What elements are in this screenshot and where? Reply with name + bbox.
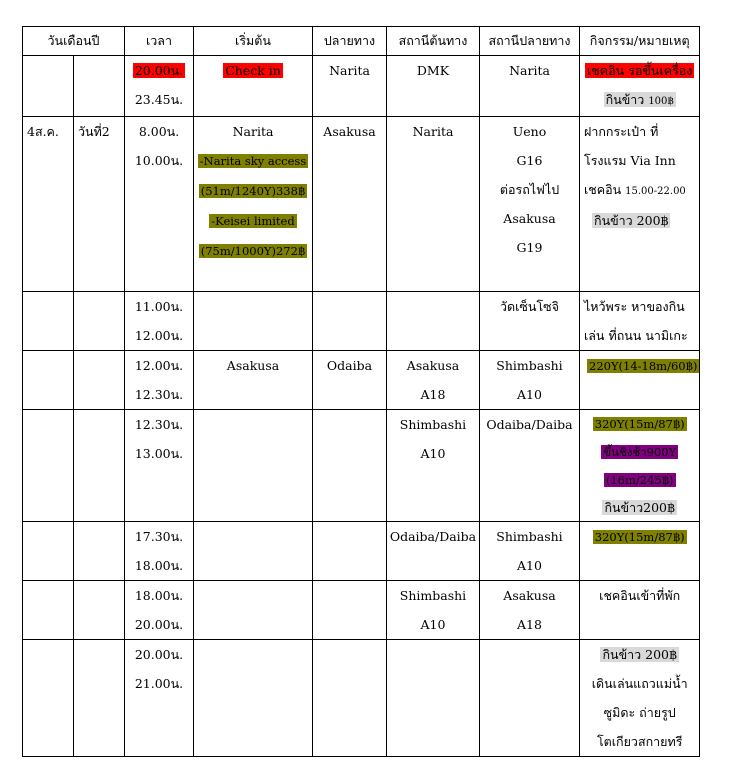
time-end: 21.00น. bbox=[134, 676, 184, 691]
header-time: เวลา bbox=[125, 27, 194, 56]
table-row bbox=[23, 640, 700, 757]
time-start: 11.00น. bbox=[134, 299, 184, 314]
origin-station-text: Shimbashi bbox=[399, 417, 467, 432]
origin-station-code: A10 bbox=[420, 617, 446, 632]
note-text: โรงแรม Via Inn bbox=[584, 153, 676, 168]
time-start: 8.00น. bbox=[138, 124, 180, 139]
route-price: (51m/1240Y)338฿ bbox=[200, 184, 306, 198]
destination-station-cell bbox=[480, 117, 580, 292]
date-cell bbox=[23, 292, 74, 351]
note-fare: 220Y(14-18m/60฿) bbox=[589, 359, 698, 373]
header-date: วันเดือนปี bbox=[23, 27, 125, 56]
note-text: โตเกียวสกายทรี bbox=[596, 734, 683, 749]
itinerary-table bbox=[22, 26, 700, 757]
note-text: เล่น ที่ถนน นามิเกะ bbox=[584, 328, 688, 343]
notes-cell bbox=[580, 351, 700, 410]
notes-cell bbox=[580, 410, 700, 522]
table-row bbox=[23, 522, 700, 581]
note-fare: 320Y(15m/87฿) bbox=[594, 530, 685, 544]
note-text: ฝากกระเป๋า ที่ bbox=[584, 124, 659, 139]
destination-station-cell bbox=[480, 56, 580, 117]
table-row bbox=[23, 410, 700, 522]
destination-cell bbox=[313, 117, 387, 292]
origin-station-cell bbox=[387, 581, 480, 640]
table-row bbox=[23, 581, 700, 640]
day-cell: วันที่2 bbox=[74, 117, 125, 292]
destination-cell bbox=[313, 292, 387, 351]
note-fare: 320Y(15m/87฿) bbox=[594, 417, 685, 431]
date-cell bbox=[23, 410, 74, 522]
origin-station-cell bbox=[387, 351, 480, 410]
time-cell bbox=[125, 410, 194, 522]
time-cell bbox=[125, 522, 194, 581]
date-cell bbox=[23, 581, 74, 640]
date-cell: 4ส.ค. bbox=[23, 117, 74, 292]
start-text: Check in bbox=[225, 63, 281, 78]
table-row bbox=[23, 292, 700, 351]
notes-cell bbox=[580, 522, 700, 581]
destination-station-text: Odaiba/Daiba bbox=[486, 417, 573, 432]
date-cell bbox=[23, 640, 74, 757]
notes-cell bbox=[580, 292, 700, 351]
day-cell bbox=[74, 292, 125, 351]
date-cell bbox=[23, 522, 74, 581]
origin-station-cell bbox=[387, 640, 480, 757]
header-row bbox=[23, 27, 700, 56]
start-cell bbox=[194, 292, 313, 351]
table-row bbox=[23, 56, 700, 117]
time-end: 20.00น. bbox=[134, 617, 184, 632]
destination-station-code: G19 bbox=[516, 240, 543, 255]
time-start: 12.30น. bbox=[134, 417, 184, 432]
day-cell bbox=[74, 410, 125, 522]
note-text: เชคอินเข้าที่พัก bbox=[599, 588, 681, 603]
time-end: 12.30น. bbox=[134, 387, 184, 402]
destination-station-text: Shimbashi bbox=[496, 529, 563, 544]
time-start: 12.00น. bbox=[134, 358, 184, 373]
origin-station-cell bbox=[387, 410, 480, 522]
start-cell bbox=[194, 351, 313, 410]
destination-station-code: A10 bbox=[517, 387, 542, 402]
time-end: 18.00น. bbox=[134, 558, 184, 573]
header-activity-notes: กิจกรรม/หมายเหตุ bbox=[580, 27, 700, 56]
destination-cell bbox=[313, 410, 387, 522]
time-cell bbox=[125, 292, 194, 351]
destination-station-cell bbox=[480, 292, 580, 351]
destination-station-cell bbox=[480, 522, 580, 581]
day-cell bbox=[74, 351, 125, 410]
time-end: 23.45น. bbox=[134, 92, 184, 107]
time-start: 18.00น. bbox=[134, 588, 184, 603]
note-text: ไหว้พระ หาของกิน bbox=[584, 299, 685, 314]
origin-station-text: Asakusa bbox=[406, 358, 460, 373]
origin-station-cell bbox=[387, 522, 480, 581]
origin-station-text: DMK bbox=[416, 63, 450, 78]
start-cell bbox=[194, 56, 313, 117]
note-text: เชคอิน bbox=[584, 182, 622, 197]
destination-cell bbox=[313, 351, 387, 410]
notes-cell bbox=[580, 581, 700, 640]
time-cell bbox=[125, 56, 194, 117]
start-cell bbox=[194, 581, 313, 640]
notes-cell bbox=[580, 56, 700, 117]
time-start: 20.00น. bbox=[134, 647, 184, 662]
start-text: Narita bbox=[232, 124, 274, 139]
date-cell bbox=[23, 351, 74, 410]
origin-station-code: A10 bbox=[420, 446, 446, 461]
destination-cell bbox=[313, 56, 387, 117]
destination-station-text: Asakusa bbox=[503, 588, 556, 603]
start-cell bbox=[194, 410, 313, 522]
destination-station-cell bbox=[480, 640, 580, 757]
destination-cell bbox=[313, 522, 387, 581]
origin-station-code: A18 bbox=[420, 387, 446, 402]
origin-station-cell bbox=[387, 56, 480, 117]
day-cell bbox=[74, 581, 125, 640]
table-row bbox=[23, 117, 700, 292]
time-start: 20.00น. bbox=[134, 63, 184, 78]
note-ferris-wheel: ขึ้นชิงช้า900Y bbox=[603, 445, 677, 459]
route-option: -Narita sky access bbox=[199, 154, 307, 168]
note-text: กินข้าว200฿ bbox=[604, 500, 675, 515]
notes-cell bbox=[580, 640, 700, 757]
destination-station-text: ต่อรถไฟไป bbox=[499, 182, 560, 197]
note-text: กินข้าว 200฿ bbox=[594, 213, 669, 228]
destination-station-text: วัดเซ็นโซจิ bbox=[500, 299, 559, 314]
destination-station-text: Asakusa bbox=[503, 211, 556, 226]
notes-cell bbox=[580, 117, 700, 292]
note-time: 15.00-22.00 bbox=[625, 186, 686, 197]
day-cell bbox=[74, 56, 125, 117]
date-cell bbox=[23, 56, 74, 117]
destination-text: Narita bbox=[329, 63, 370, 78]
destination-station-cell bbox=[480, 351, 580, 410]
destination-station-code: A10 bbox=[517, 558, 542, 573]
origin-station-text: Odaiba/Daiba bbox=[389, 529, 477, 544]
day-cell bbox=[74, 640, 125, 757]
header-destination: ปลายทาง bbox=[313, 27, 387, 56]
start-text: Asakusa bbox=[226, 358, 280, 373]
destination-cell bbox=[313, 640, 387, 757]
day-cell bbox=[74, 522, 125, 581]
destination-station-text: Ueno bbox=[512, 124, 547, 139]
destination-text: Odaiba bbox=[326, 358, 373, 373]
time-end: 10.00น. bbox=[134, 153, 184, 168]
destination-station-text: Shimbashi bbox=[496, 358, 563, 373]
note-text: เชคอิน รอขึ้นเครื่อง bbox=[586, 63, 693, 78]
destination-cell bbox=[313, 581, 387, 640]
note-price: 100฿ bbox=[648, 96, 674, 107]
header-destination-station: สถานีปลายทาง bbox=[480, 27, 580, 56]
origin-station-cell bbox=[387, 117, 480, 292]
time-end: 12.00น. bbox=[134, 328, 184, 343]
route-option: -Keisei limited bbox=[211, 214, 295, 228]
destination-text: Asakusa bbox=[323, 124, 376, 139]
start-cell bbox=[194, 640, 313, 757]
note-ferris-wheel-price: (16m/245฿) bbox=[605, 473, 674, 487]
note-text: เดินเล่นแถวแม่น้ำ bbox=[591, 676, 688, 691]
note-text: ซูมิดะ ถ่ายรูป bbox=[603, 705, 676, 720]
header-origin-station: สถานีต้นทาง bbox=[387, 27, 480, 56]
time-end: 13.00น. bbox=[134, 446, 184, 461]
destination-station-cell bbox=[480, 410, 580, 522]
time-cell bbox=[125, 351, 194, 410]
origin-station-text: Shimbashi bbox=[399, 588, 467, 603]
time-cell bbox=[125, 117, 194, 292]
origin-station-text: Narita bbox=[412, 124, 454, 139]
time-start: 17.30น. bbox=[134, 529, 184, 544]
start-cell bbox=[194, 117, 313, 292]
destination-station-cell bbox=[480, 581, 580, 640]
note-text: กินข้าว bbox=[605, 92, 645, 107]
route-price: (75m/1000Y)272฿ bbox=[200, 244, 306, 258]
header-start: เริ่มต้น bbox=[194, 27, 313, 56]
destination-station-text: Narita bbox=[509, 63, 550, 78]
origin-station-cell bbox=[387, 292, 480, 351]
time-cell bbox=[125, 581, 194, 640]
destination-station-code: A18 bbox=[517, 617, 542, 632]
time-cell bbox=[125, 640, 194, 757]
destination-station-code: G16 bbox=[516, 153, 543, 168]
note-text: กินข้าว 200฿ bbox=[602, 647, 677, 662]
table-row bbox=[23, 351, 700, 410]
start-cell bbox=[194, 522, 313, 581]
